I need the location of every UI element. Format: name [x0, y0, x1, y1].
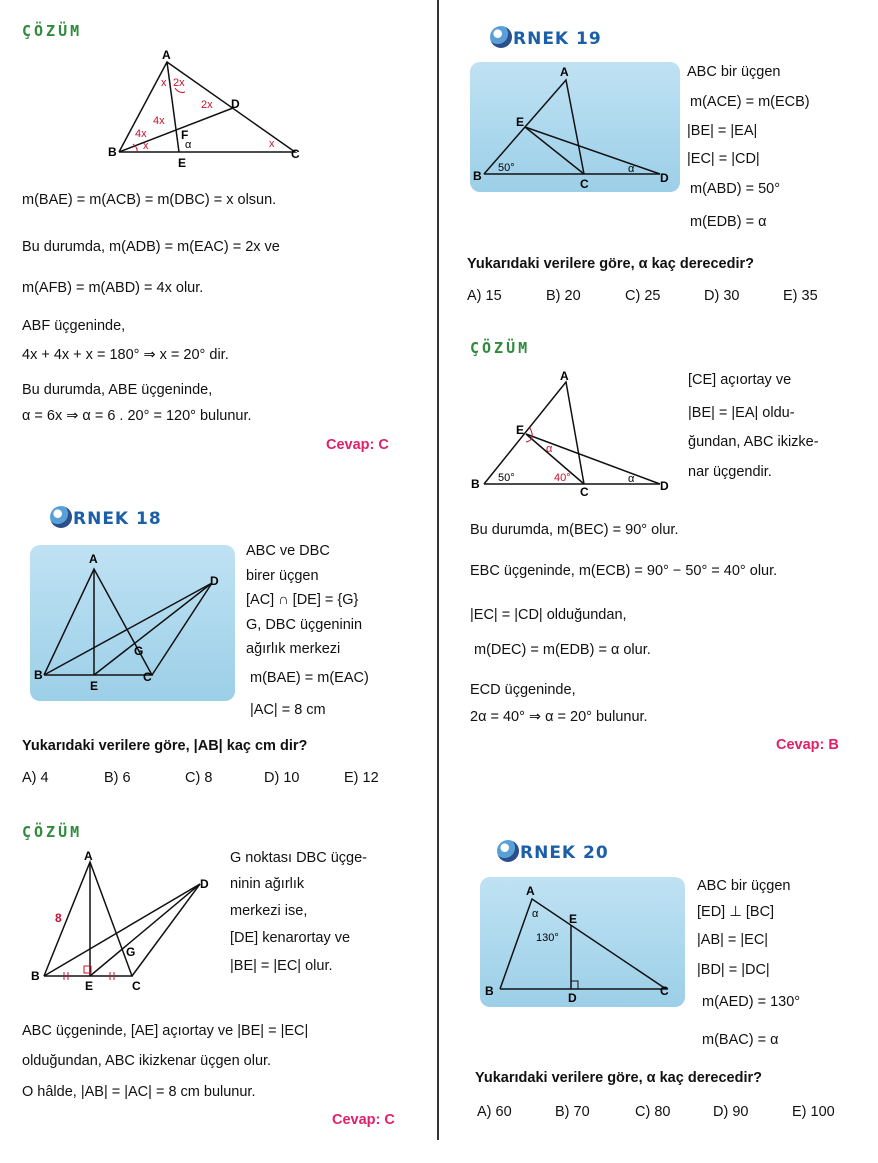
ex19-given-2: m(ACE) = m(ECB): [690, 94, 810, 110]
angle-x-B: x: [143, 140, 149, 152]
sol19-side-4: nar üçgendir.: [688, 464, 772, 480]
sol18-line-3: O hâlde, |AB| = |AC| = 8 cm bulunur.: [22, 1084, 256, 1100]
figure-solution-19: [468, 368, 678, 498]
sol1-line-5: 4x + 4x + x = 180° ⇒ x = 20° dir.: [22, 347, 229, 363]
ex20-given-1: ABC bir üçgen: [697, 878, 791, 894]
svg-text:B: B: [34, 668, 43, 682]
sol19-line-4: m(DEC) = m(EDB) = α olur.: [474, 642, 651, 658]
sol19-side-1: [CE] açıortay ve: [688, 372, 792, 388]
svg-text:D: D: [660, 171, 669, 185]
ex18-given-7: |AC| = 8 cm: [250, 702, 326, 718]
ex18-given-4: G, DBC üçgeninin: [246, 617, 363, 633]
point-A: A: [162, 48, 171, 62]
svg-text:G: G: [134, 644, 144, 658]
ex19-option-e[interactable]: E) 35: [783, 288, 818, 304]
ex20-option-a[interactable]: A) 60: [477, 1104, 512, 1120]
example-19-title: RNEK 19: [490, 26, 602, 49]
angle-alpha: α: [185, 139, 192, 151]
ex19-given-5: m(ABD) = 50°: [690, 181, 781, 197]
sol1-line-2: Bu durumda, m(ADB) = m(EAC) = 2x ve: [22, 239, 280, 255]
sol18-side-5: |BE| = |EC| olur.: [230, 958, 333, 974]
svg-text:α: α: [628, 163, 635, 175]
ex18-given-1: ABC ve DBC: [246, 543, 330, 559]
ex20-option-e[interactable]: E) 100: [792, 1104, 835, 1120]
angle-4x-F: 4x: [153, 115, 165, 127]
o-logo-icon: [490, 26, 512, 48]
svg-text:D: D: [568, 991, 577, 1005]
sol1-line-1: m(BAE) = m(ACB) = m(DBC) = x olsun.: [22, 192, 277, 208]
answer-18: Cevap: C: [332, 1112, 395, 1128]
svg-text:A: A: [84, 849, 93, 863]
svg-text:A: A: [89, 552, 98, 566]
svg-text:D: D: [660, 479, 669, 493]
figure-example-18: [30, 545, 235, 701]
ex18-option-d[interactable]: D) 10: [264, 770, 300, 786]
svg-text:130°: 130°: [536, 932, 559, 944]
figure-example-20: [480, 877, 685, 1007]
example-18-title: RNEK 18: [50, 506, 162, 529]
svg-text:B: B: [485, 984, 494, 998]
ex19-given-4: |EC| = |CD|: [687, 151, 760, 167]
svg-text:α: α: [532, 908, 539, 920]
figure-example-19: [470, 62, 680, 192]
svg-text:C: C: [143, 670, 152, 684]
sol19-line-6: 2α = 40° ⇒ α = 20° bulunur.: [470, 709, 648, 725]
sol19-side-3: ğundan, ABC ikizke-: [688, 434, 819, 450]
example-20-title: RNEK 20: [497, 840, 609, 863]
svg-text:C: C: [132, 979, 141, 993]
ex19-given-3: |BE| = |EA|: [687, 123, 758, 139]
svg-text:D: D: [200, 877, 209, 891]
sol18-side-2: ninin ağırlık: [230, 876, 305, 892]
angle-2x-D: 2x: [201, 99, 213, 111]
svg-text:B: B: [471, 477, 480, 491]
svg-text:A: A: [560, 369, 569, 383]
ex20-given-4: |BD| = |DC|: [697, 962, 770, 978]
svg-text:50°: 50°: [498, 162, 515, 174]
ex18-given-2: birer üçgen: [246, 568, 319, 584]
angle-x-C: x: [269, 138, 275, 150]
svg-text:E: E: [90, 679, 99, 693]
ex20-option-c[interactable]: C) 80: [635, 1104, 671, 1120]
ex20-option-d[interactable]: D) 90: [713, 1104, 749, 1120]
ex19-option-d[interactable]: D) 30: [704, 288, 740, 304]
ex19-option-b[interactable]: B) 20: [546, 288, 581, 304]
ex20-given-5: m(AED) = 130°: [702, 994, 801, 1010]
svg-text:8: 8: [55, 911, 62, 925]
ex18-given-5: ağırlık merkezi: [246, 641, 341, 657]
svg-text:E: E: [516, 423, 525, 437]
svg-text:B: B: [31, 969, 40, 983]
point-C: C: [291, 147, 300, 161]
svg-text:A: A: [560, 65, 569, 79]
ex18-given-3: [AC] ∩ [DE] = {G}: [246, 592, 359, 608]
point-E: E: [178, 156, 187, 170]
ex18-question: Yukarıdaki verilere göre, |AB| kaç cm dir?: [22, 738, 308, 754]
svg-text:α: α: [546, 443, 553, 455]
sol19-line-1: Bu durumda, m(BEC) = 90° olur.: [470, 522, 679, 538]
o-logo-icon: [50, 506, 72, 528]
svg-text:D: D: [210, 574, 219, 588]
ex18-option-c[interactable]: C) 8: [185, 770, 213, 786]
figure-solution-18: [28, 848, 218, 993]
svg-text:50°: 50°: [498, 472, 515, 484]
svg-text:C: C: [660, 984, 669, 998]
svg-text:40°: 40°: [554, 472, 571, 484]
sol19-line-3: |EC| = |CD| olduğundan,: [470, 607, 627, 623]
point-D: D: [231, 97, 240, 111]
sol18-line-1: ABC üçgeninde, [AE] açıortay ve |BE| = |EC|: [22, 1023, 309, 1039]
sol18-side-1: G noktası DBC üçge-: [230, 850, 367, 866]
sol1-line-6: Bu durumda, ABE üçgeninde,: [22, 382, 213, 398]
sol19-line-5: ECD üçgeninde,: [470, 682, 576, 698]
svg-text:C: C: [580, 177, 589, 191]
ex20-given-3: |AB| = |EC|: [697, 932, 769, 948]
ex19-given-6: m(EDB) = α: [690, 214, 767, 230]
svg-text:E: E: [85, 979, 94, 993]
svg-text:B: B: [473, 169, 482, 183]
ex18-option-b[interactable]: B) 6: [104, 770, 131, 786]
solution-heading-19: ÇÖZÜM: [470, 339, 531, 357]
ex19-given-1: ABC bir üçgen: [687, 64, 781, 80]
ex20-option-b[interactable]: B) 70: [555, 1104, 590, 1120]
sol19-line-2: EBC üçgeninde, m(ECB) = 90° − 50° = 40° olur.: [470, 563, 778, 579]
svg-text:E: E: [569, 912, 578, 926]
o-logo-icon: [497, 840, 519, 862]
answer-19: Cevap: B: [776, 737, 839, 753]
ex20-given-2: [ED] ⊥ [BC]: [697, 904, 775, 920]
sol19-side-2: |BE| = |EA| oldu-: [688, 405, 795, 421]
svg-text:E: E: [516, 115, 525, 129]
ex18-given-6: m(BAE) = m(EAC): [250, 670, 369, 686]
column-divider: [437, 0, 439, 1140]
sol1-line-7: α = 6x ⇒ α = 6 . 20° = 120° bulunur.: [22, 408, 252, 424]
ex20-question: Yukarıdaki verilere göre, α kaç derecedir?: [475, 1070, 762, 1086]
sol1-line-4: ABF üçgeninde,: [22, 318, 126, 334]
solution-heading-18: ÇÖZÜM: [22, 823, 83, 841]
ex19-question: Yukarıdaki verilere göre, α kaç derecedir?: [467, 256, 754, 272]
svg-text:G: G: [126, 945, 136, 959]
ex18-option-a[interactable]: A) 4: [22, 770, 49, 786]
svg-text:α: α: [628, 473, 635, 485]
ex19-option-c[interactable]: C) 25: [625, 288, 661, 304]
ex19-option-a[interactable]: A) 15: [467, 288, 502, 304]
angle-x-A: x: [161, 77, 167, 89]
answer-17: Cevap: C: [326, 437, 389, 453]
sol1-line-3: m(AFB) = m(ABD) = 4x olur.: [22, 280, 204, 296]
point-F: F: [181, 128, 189, 142]
sol18-line-2: olduğundan, ABC ikizkenar üçgen olur.: [22, 1053, 272, 1069]
angle-2x-A: 2x: [173, 77, 185, 89]
point-B: B: [108, 145, 117, 159]
svg-text:C: C: [580, 485, 589, 498]
sol18-side-3: merkezi ise,: [230, 903, 308, 919]
ex18-option-e[interactable]: E) 12: [344, 770, 379, 786]
figure-solution-17: [105, 48, 305, 173]
svg-text:A: A: [526, 884, 535, 898]
sol18-side-4: [DE] kenarortay ve: [230, 930, 351, 946]
solution-heading-1: ÇÖZÜM: [22, 22, 83, 40]
ex20-given-6: m(BAC) = α: [702, 1032, 779, 1048]
angle-4x-B: 4x: [135, 128, 147, 140]
